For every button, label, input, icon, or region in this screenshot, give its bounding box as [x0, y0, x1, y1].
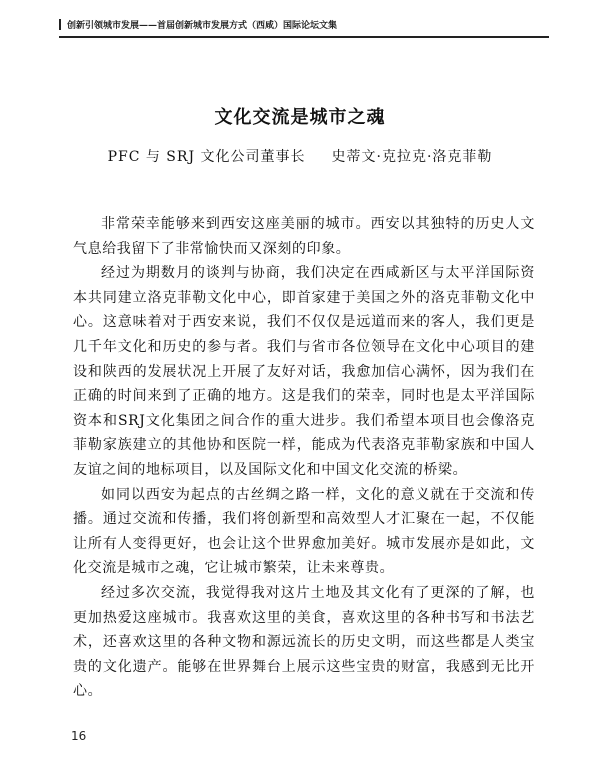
page-number: 16: [71, 729, 87, 743]
article-byline: [0, 147, 600, 167]
paragraph: 经过为期数月的谈判与协商，我们决定在西咸新区与太平洋国际资本共同建立洛克菲勒文化中心，即首家建于美国之外的洛克菲勒文化中心。这意味着对于西安来说，我们不仅仅是远道而来的客人，我们更是几千年文化和历史的参与者。我们与省市各位领导在文化中心项目的建设和陕西的发展状况上开展了友好对话，我愈加信心满怀，因为我们在正确的时间来到了正确的地方。这是我们的荣幸，同时也是太平洋国际资本和SRJ文化集团之间合作的重大进步。我们希望本项目也会像洛克菲勒家族建立的其他协和医院一样，能成为代表洛克菲勒家族和中国人友谊之间的地标项目，以及国际文化和中国文化交流的桥梁。: [73, 265, 535, 478]
header-marker-bar: [59, 19, 61, 30]
author-name: 史蒂文·克拉克·洛克菲勒: [331, 149, 493, 165]
paragraph: 经过多次交流，我觉得我对这片土地及其文化有了更深的了解，也更加热爱这座城市。我喜欢这里的美食，喜欢这里的各种书写和书法艺术，还喜欢这里的各种文物和源远流长的历史文明，而这些都是人类宝贵的文化遗产。能够在世界舞台上展示这些宝贵的财富，我感到无比开心。: [73, 584, 535, 700]
author-organization: PFC 与 SRJ 文化公司董事长: [107, 149, 306, 165]
paragraph: 非常荣幸能够来到西安这座美丽的城市。西安以其独特的历史人文气息给我留下了非常愉快而又深刻的印象。: [73, 216, 535, 257]
article-title: 文化交流是城市之魂: [214, 107, 386, 128]
article-body: [73, 212, 535, 704]
paragraph: 如同以西安为起点的古丝绸之路一样，文化的意义就在于交流和传播。通过交流和传播，我们将创新型和高效型人才汇聚在一起，不仅能让所有人变得更好，也会让这个世界愈加美好。城市发展亦是如此，文化交流是城市之魂，它让城市繁荣，让未来尊贵。: [73, 486, 535, 577]
running-header: [59, 16, 549, 38]
running-header-text: 创新引领城市发展——首届创新城市发展方式（西咸）国际论坛文集: [67, 21, 338, 31]
